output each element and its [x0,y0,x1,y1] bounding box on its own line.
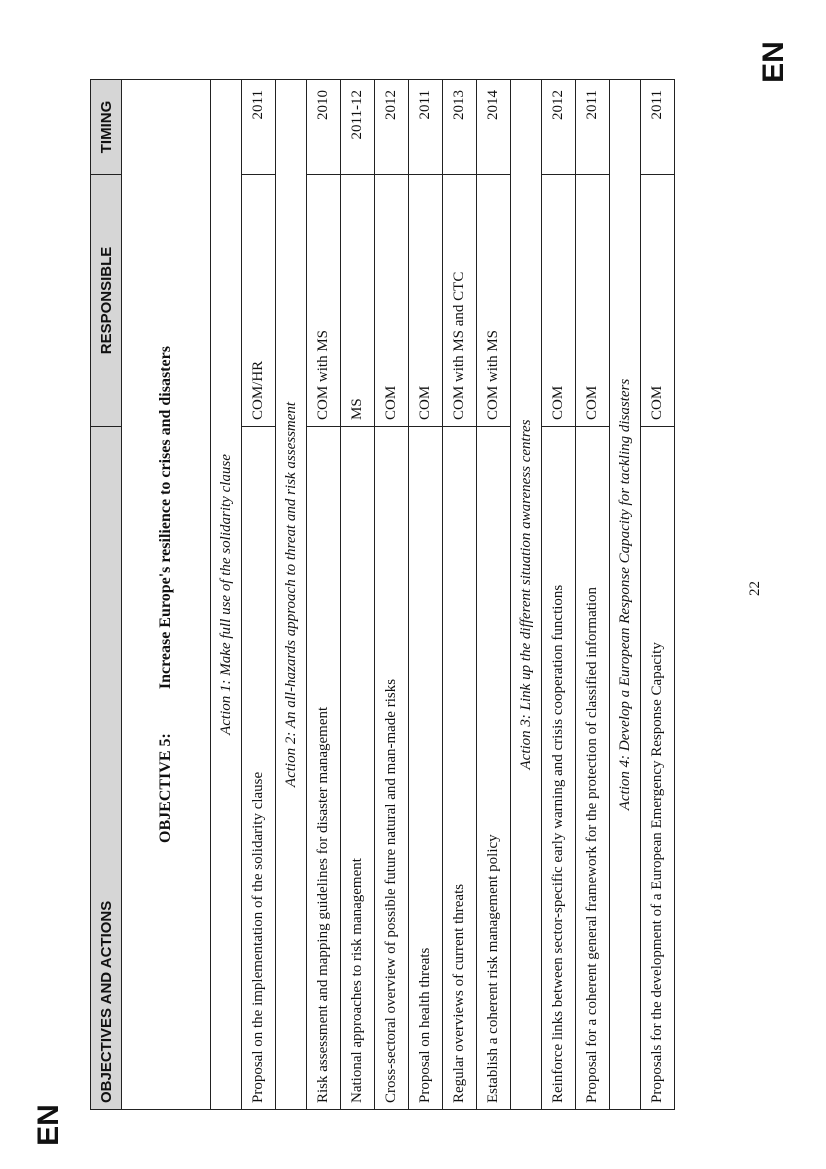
language-mark-top: EN [756,41,790,83]
responsible-cell: COM [409,175,443,427]
responsible-cell: COM [375,175,409,427]
timing-cell: 2012 [375,80,409,175]
table-row [409,80,443,1110]
action-item-text: Proposal on the implementation of the solidarity clause [242,427,276,1110]
objective-label: OBJECTIVE 5: [157,733,174,843]
timing-cell: 2011-12 [341,80,375,175]
responsible-cell: COM [576,175,610,427]
responsible-cell: COM [542,175,576,427]
objective-cell [122,80,211,1110]
timing-cell: 2014 [477,80,511,175]
timing-cell: 2013 [443,80,477,175]
table-row [443,80,477,1110]
objective-row [122,80,211,1110]
action-item-text: Establish a coherent risk management policy [477,427,511,1110]
action-item-text: Proposals for the development of a European Emergency Response Capacity [641,427,675,1110]
header-timing: TIMING [91,80,122,175]
table-row [542,80,576,1110]
action-item-text: Proposal for a coherent general framework for the protection of classified information [576,427,610,1110]
action-item-text: Proposal on health threats [409,427,443,1110]
timing-cell: 2010 [307,80,341,175]
responsible-cell: COM with MS and CTC [443,175,477,427]
table-row [375,80,409,1110]
timing-cell: 2011 [242,80,276,175]
responsible-cell: COM/HR [242,175,276,427]
action-item-text: Regular overviews of current threats [443,427,477,1110]
action-heading: Action 2: An all-hazards approach to threat and risk assessment [276,80,307,1110]
action-heading: Action 4: Develop a European Response Capacity for tackling disasters [610,80,641,1110]
table-row [477,80,511,1110]
responsible-cell: COM [641,175,675,427]
responsible-cell: COM with MS [477,175,511,427]
table-row [641,80,675,1110]
timing-cell: 2011 [409,80,443,175]
objectives-table [90,79,675,1110]
responsible-cell: COM with MS [307,175,341,427]
table-row [242,80,276,1110]
timing-cell: 2011 [641,80,675,175]
action-item-text: National approaches to risk management [341,427,375,1110]
objective-title: Increase Europe's resilience to crises and disasters [157,346,174,690]
rotated-page [90,80,730,1110]
table-row [576,80,610,1110]
table-row [307,80,341,1110]
header-objectives-actions: OBJECTIVES AND ACTIONS [91,427,122,1110]
action-item-text: Risk assessment and mapping guidelines for disaster management [307,427,341,1110]
action-item-text: Cross-sectoral overview of possible future natural and man-made risks [375,427,409,1110]
page-number: 22 [747,581,763,596]
responsible-cell: MS [341,175,375,427]
action-heading-row [511,80,542,1110]
action-heading: Action 3: Link up the different situation awareness centres [511,80,542,1110]
action-heading-row [211,80,242,1110]
timing-cell: 2012 [542,80,576,175]
action-heading: Action 1: Make full use of the solidarity clause [211,80,242,1110]
table-row [341,80,375,1110]
timing-cell: 2011 [576,80,610,175]
table-header-row [91,80,122,1110]
header-responsible: RESPONSIBLE [91,175,122,427]
language-mark-bottom: EN [31,1104,65,1146]
action-heading-row [610,80,641,1110]
action-heading-row [276,80,307,1110]
action-item-text: Reinforce links between sector-specific early warning and crisis cooperation functions [542,427,576,1110]
